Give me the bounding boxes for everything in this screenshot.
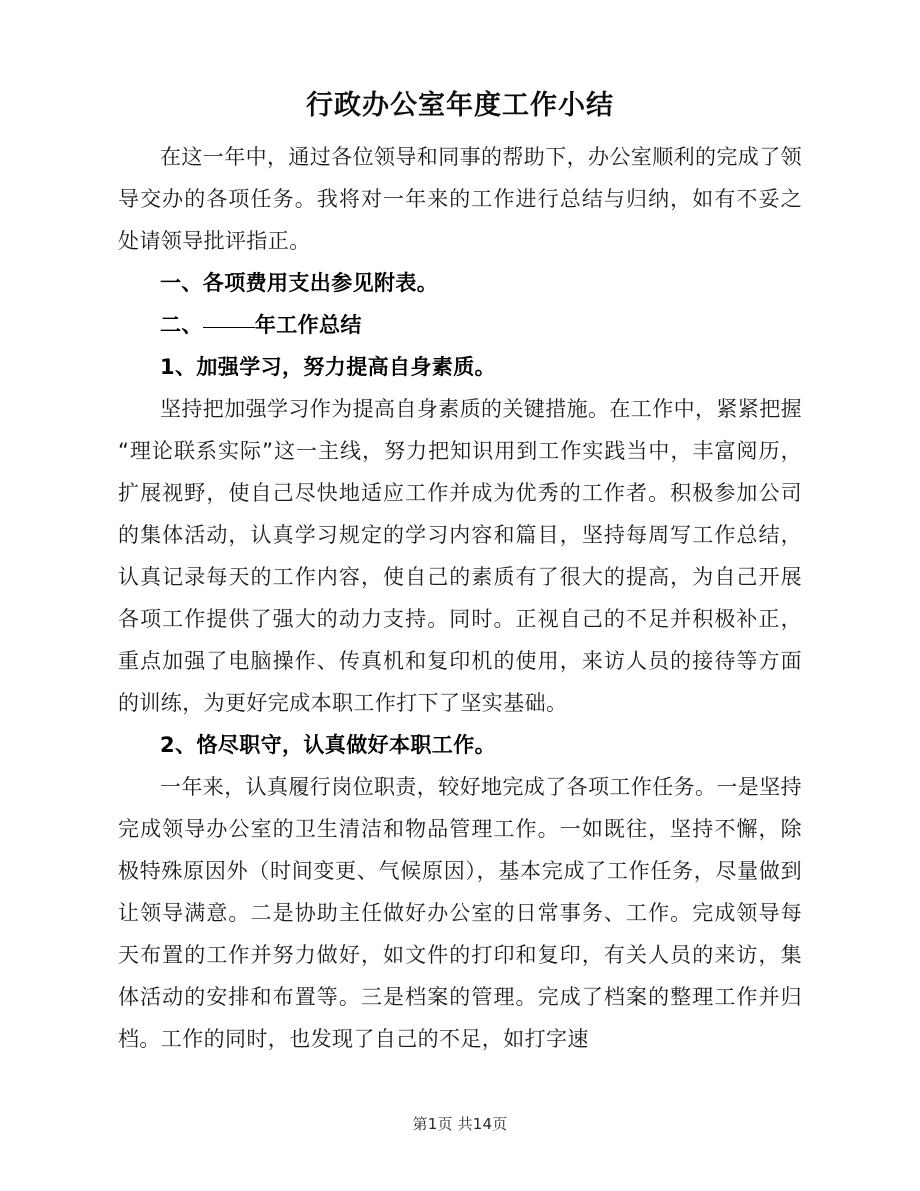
page-title: 行政办公室年度工作小结 <box>306 90 614 121</box>
heading-section-two-prefix: 二、 <box>160 313 203 337</box>
heading-item-two: 2、恪尽职守，认真做好本职工作。 <box>160 733 497 757</box>
heading-item-one: 1、加强学习，努力提高自身素质。 <box>160 355 497 379</box>
heading-section-one: 一、各项费用支出参见附表。 <box>160 271 439 295</box>
heading-section-two <box>118 304 802 346</box>
year-blank-field[interactable] <box>203 310 255 328</box>
paragraph-item-one-body: 坚持把加强学习作为提高自身素质的关键措施。在工作中，紧紧把握“理论联系实际”这一主线，努力把知识用到工作实践当中，丰富阅历，扩展视野，使自己尽快地适应工作并成为优秀的工作者。积极参加公司的集体活动，认真学习规定的学习内容和篇目，坚持每周写工作总结，认真记录每天的工作内容，使自己的素质有了很大的提高，为自己开展各项工作提供了强大的动力支持。同时。正视自己的不足并积极补正，重点加强了电脑操作、传真机和复印机的使用，来访人员的接待等方面的训练，为更好完成本职工作打下了坚实基础。 <box>118 397 802 715</box>
intro-paragraph: 在这一年中，通过各位领导和同事的帮助下，办公室顺利的完成了领导交办的各项任务。我将对一年来的工作进行总结与归纳，如有不妥之处请领导批评指正。 <box>118 145 802 253</box>
document-body <box>118 86 802 1060</box>
paragraph-item-two-body: 一年来，认真履行岗位职责，较好地完成了各项工作任务。一是坚持完成领导办公室的卫生清洁和物品管理工作。一如既往，坚持不懈，除极特殊原因外（时间变更、气候原因），基本完成了工作任务，尽量做到让领导满意。二是协助主任做好办公室的日常事务、工作。完成领导每天布置的工作并努力做好，如文件的打印和复印，有关人员的来访，集体活动的安排和布置等。三是档案的管理。完成了档案的整理工作并归档。工作的同时，也发现了自己的不足，如打字速 <box>118 775 802 1051</box>
heading-section-two-suffix: 年工作总结 <box>254 313 362 337</box>
page-footer: 第1页 共14页 <box>412 1115 508 1133</box>
